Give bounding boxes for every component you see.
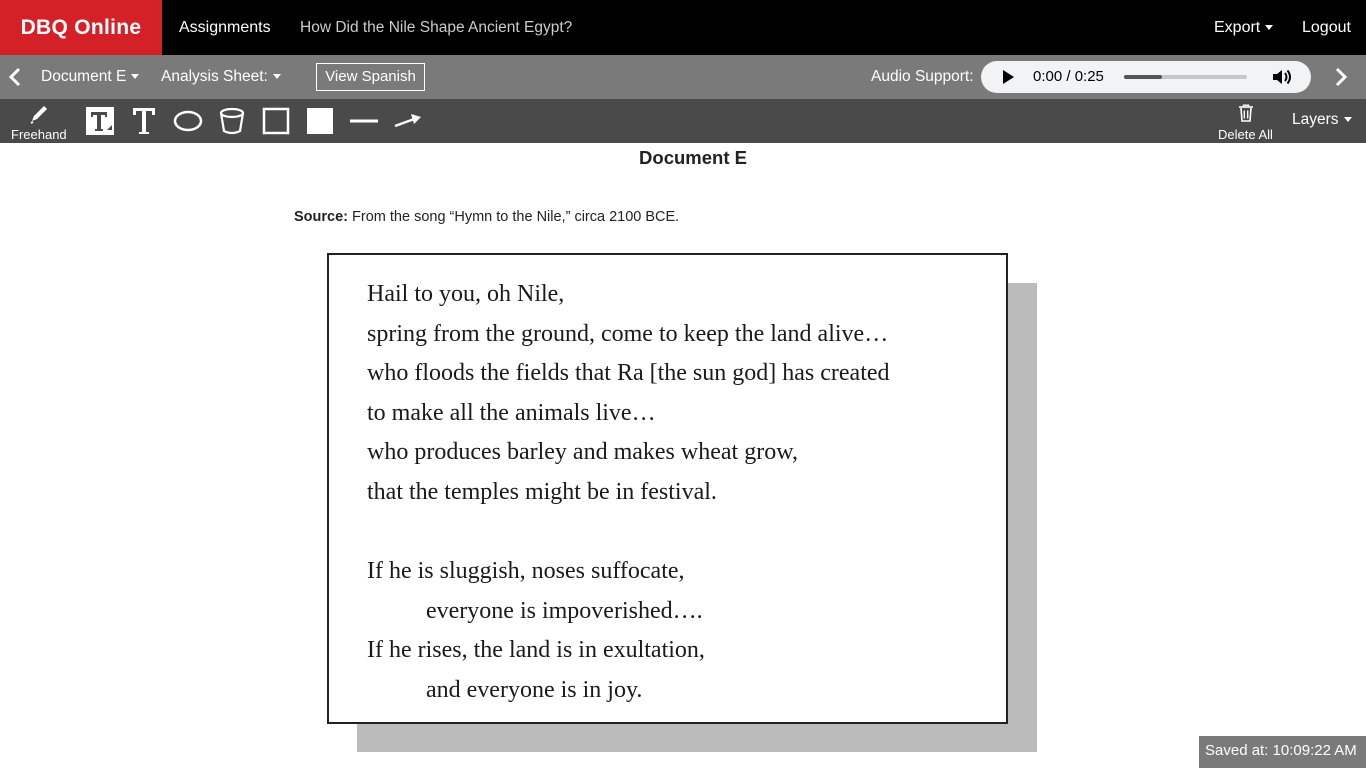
poem-line: everyone is impoverished….	[426, 597, 703, 624]
highlighter-tool[interactable]	[216, 99, 248, 143]
poem-line: Hail to you, oh Nile,	[367, 281, 565, 307]
line-icon	[349, 118, 379, 124]
filled-rectangle-tool[interactable]	[304, 99, 336, 143]
rectangle-tool[interactable]	[260, 99, 292, 143]
textbox-tool[interactable]	[84, 99, 116, 143]
caret-down-icon	[131, 74, 139, 79]
audio-time: 0:00 / 0:25	[1033, 68, 1104, 85]
delete-all-button[interactable]	[1214, 99, 1278, 143]
layers-label: Layers	[1292, 111, 1339, 128]
document-excerpt	[327, 253, 1008, 724]
view-spanish-button[interactable]: View Spanish	[316, 63, 425, 91]
poem-line: If he rises, the land is in exultation,	[367, 637, 705, 664]
ellipse-icon	[173, 110, 203, 132]
filled-rectangle-icon	[306, 107, 334, 135]
assignments-link[interactable]: Assignments	[179, 19, 271, 36]
poem-line: to make all the animals live…	[367, 399, 656, 426]
poem-text	[367, 277, 890, 713]
poem-line: spring from the ground, come to keep the land alive…	[367, 320, 889, 347]
ellipse-tool[interactable]	[172, 99, 204, 143]
export-label: Export	[1214, 19, 1261, 36]
caret-down-icon	[1344, 117, 1352, 122]
arrow-icon	[393, 111, 423, 131]
play-icon[interactable]	[1003, 70, 1014, 84]
analysis-sheet-label: Analysis Sheet:	[161, 68, 268, 85]
poem-line: who floods the fields that Ra [the sun god] has created	[367, 360, 890, 387]
document-select-label: Document E	[41, 68, 127, 85]
delete-all-label: Delete All	[1218, 127, 1273, 142]
poem-line: who produces barley and makes wheat grow,	[367, 439, 798, 466]
chevron-left-icon	[8, 67, 22, 87]
poem-line: and everyone is in joy.	[426, 676, 643, 703]
highlighter-icon	[218, 107, 246, 135]
freehand-tool[interactable]	[8, 99, 70, 143]
text-icon	[131, 106, 157, 136]
source-text: From the song “Hymn to the Nile,” circa 2100 BCE.	[352, 209, 680, 225]
logout-link[interactable]: Logout	[1302, 19, 1351, 36]
audio-support-label: Audio Support:	[871, 68, 974, 85]
freehand-label: Freehand	[11, 127, 67, 142]
layers-menu[interactable]	[1292, 99, 1352, 141]
audio-seek-bar[interactable]	[1124, 75, 1247, 79]
document-bar	[0, 55, 1366, 99]
previous-document-button[interactable]	[0, 55, 30, 99]
annotation-toolbar	[0, 99, 1366, 143]
brand-logo[interactable]: DBQ Online	[0, 0, 162, 55]
stanza-break	[367, 515, 890, 555]
caret-down-icon	[1265, 25, 1273, 30]
poem-line: If he is sluggish, noses suffocate,	[367, 558, 685, 585]
source-citation	[294, 209, 679, 225]
chevron-right-icon	[1334, 67, 1348, 87]
assignment-title: How Did the Nile Shape Ancient Egypt?	[300, 19, 573, 36]
saved-status: Saved at: 10:09:22 AM	[1199, 736, 1366, 768]
audio-player	[981, 61, 1311, 93]
document-heading: Document E	[639, 147, 747, 168]
export-menu[interactable]	[1214, 0, 1273, 55]
trash-icon	[1238, 104, 1254, 122]
next-document-button[interactable]	[1326, 55, 1356, 99]
document-select[interactable]	[41, 55, 139, 99]
source-label: Source:	[294, 209, 348, 225]
poem-line: that the temples might be in festival.	[367, 478, 717, 505]
audio-seek-progress	[1124, 75, 1162, 79]
top-nav-bar	[0, 0, 1366, 55]
line-tool[interactable]	[348, 99, 380, 143]
caret-down-icon	[273, 74, 281, 79]
text-tool[interactable]	[128, 99, 160, 143]
volume-icon[interactable]	[1271, 67, 1293, 87]
textbox-icon	[85, 106, 115, 136]
arrow-tool[interactable]	[392, 99, 424, 143]
rectangle-icon	[262, 107, 290, 135]
freehand-icon	[28, 103, 50, 125]
analysis-sheet-menu[interactable]	[161, 55, 281, 99]
